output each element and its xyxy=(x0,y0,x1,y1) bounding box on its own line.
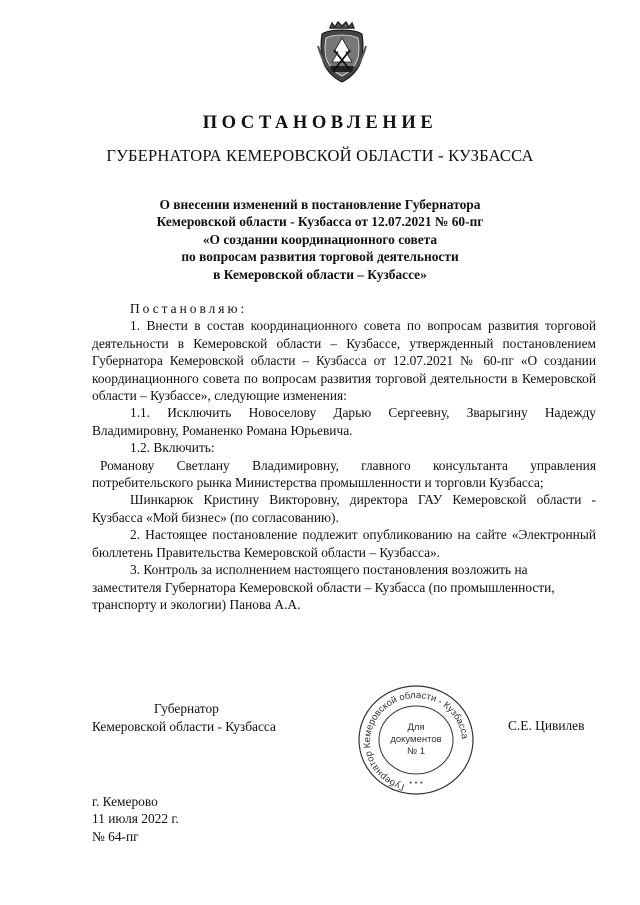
paragraph-1: 1. Внести в состав координационного совета по вопросам развития торговой деятельности в Кемеровской области – Кузбассе, утвержденный постановлением Губернатора Кемеровской области – Кузбасса от 12.07.2021 № 60-пг «О создании координационного совета по вопросам развития торговой деятельности в Кемеровской области – Кузбассе», следующие изменения: xyxy=(92,318,596,404)
signatory-role xyxy=(92,700,276,736)
paragraph-shinkaryuk: Шинкарюк Кристину Викторовну, директора ГАУ Кемеровской области - Кузбасса «Мой бизнес» (по согласованию). xyxy=(92,492,596,525)
official-stamp xyxy=(355,683,477,797)
footer-city: г. Кемерово xyxy=(92,794,158,809)
stamp-center-line1: Для xyxy=(407,722,425,733)
paragraph-1-1: 1.1. Исключить Новоселову Дарью Сергеевну, Зварыгину Надежду Владимировну, Романенко Романа Юрьевича. xyxy=(92,405,596,438)
stamp-center-line3: № 1 xyxy=(406,746,426,757)
signatory-role-line1: Губернатор xyxy=(154,701,219,716)
heading-line: «О создании координационного совета xyxy=(202,231,438,247)
signatory-name: С.Е. Цивилев xyxy=(508,718,585,733)
heading-line: в Кемеровской области – Кузбассе» xyxy=(213,266,427,282)
stamp-center-line2: документов xyxy=(390,734,442,745)
paragraph-3: 3. Контроль за исполнением настоящего постановления возложить на заместителя Губернатора Кемеровской области – Кузбасса (по промышленности, транспорту и экологии) Панова А.А. xyxy=(92,562,555,612)
footer-date: 11 июля 2022 г. xyxy=(92,811,179,827)
footer-number: № 64-пг xyxy=(92,828,139,844)
stamp-stars: * * * xyxy=(409,780,423,789)
paragraph-romanova: Романову Светлану Владимировну, главного консультанта управления потребительского рынка Министерства промышленности и торговли Кузбасса; xyxy=(92,457,596,491)
issuer-title: ГУБЕРНАТОРА КЕМЕРОВСКОЙ ОБЛАСТИ - КУЗБАССА xyxy=(106,146,534,165)
heading-line: по вопросам развития торговой деятельности xyxy=(181,249,459,265)
document-footer xyxy=(92,793,179,845)
paragraph-1-2: 1.2. Включить: xyxy=(130,440,215,456)
coat-of-arms-emblem xyxy=(316,20,368,84)
stamp-ring-text: Губернатор Кемеровской области - Кузбасса xyxy=(361,689,470,793)
signatory-role-line2: Кемеровской области - Кузбасса xyxy=(92,719,276,734)
heading-line: Кемеровской области - Кузбасса от 12.07.2021 № 60-пг xyxy=(156,214,484,230)
document-heading xyxy=(0,196,640,283)
heading-line: О внесении изменений в постановление Губернатора xyxy=(159,197,481,212)
document-body xyxy=(92,300,596,613)
paragraph-2: 2. Настоящее постановление подлежит опубликованию на сайте «Электронный бюллетень Правительства Кемеровской области – Кузбасса». xyxy=(92,527,596,560)
document-title: ПОСТАНОВЛЕНИЕ xyxy=(202,113,438,133)
decree-lead: Постановляю: xyxy=(130,301,248,316)
